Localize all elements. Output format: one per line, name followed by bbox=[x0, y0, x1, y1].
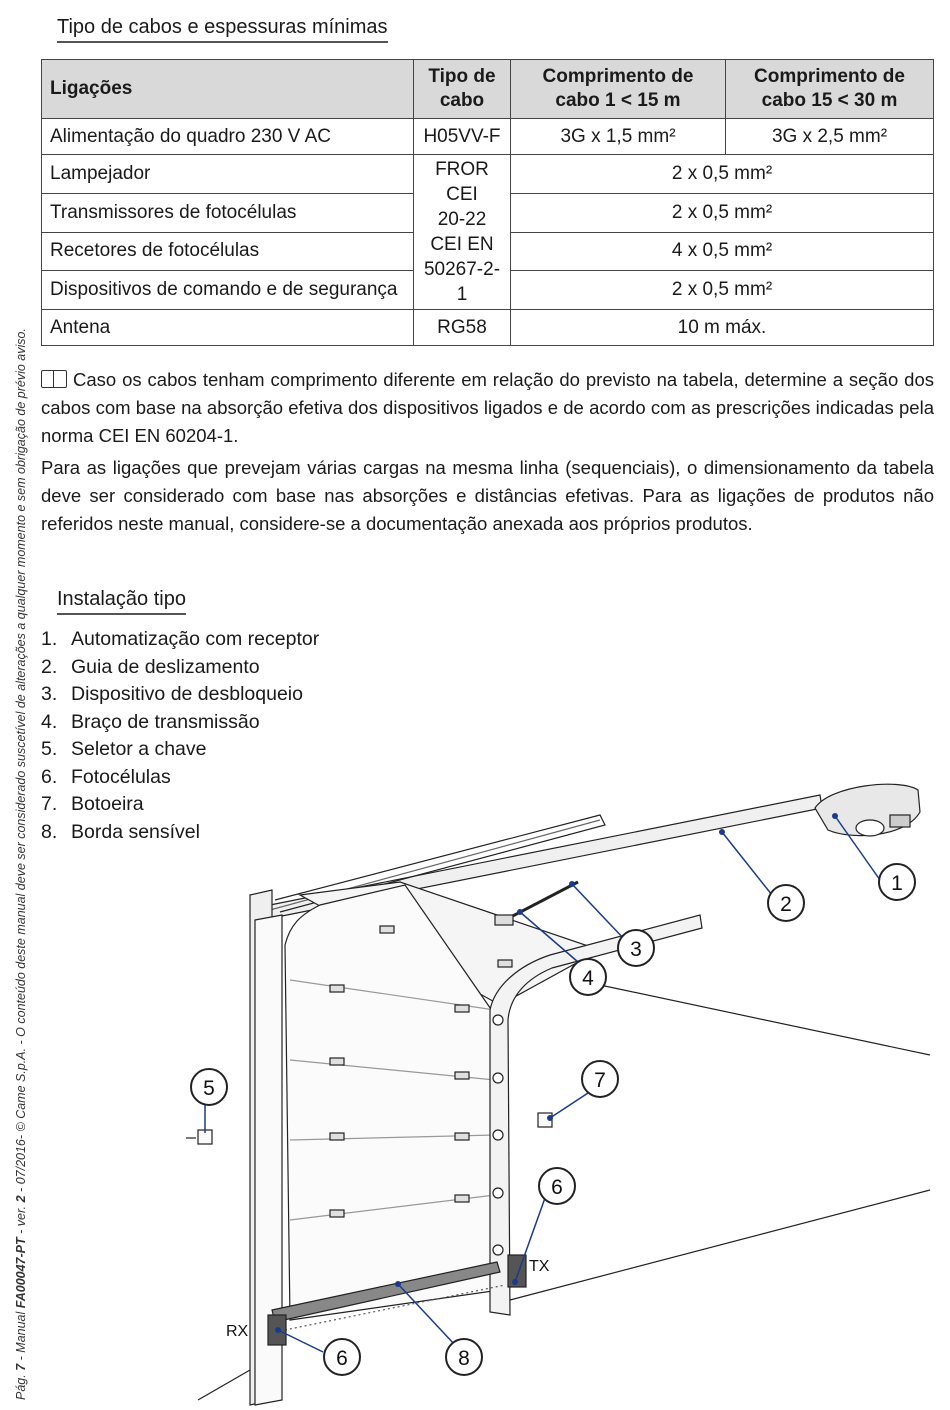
cell-connection: Alimentação do quadro 230 V AC bbox=[42, 119, 414, 155]
list-item: 1. Automatização com receptor bbox=[41, 628, 320, 650]
fror-line: 20-22 bbox=[437, 209, 487, 230]
list-item: 5. Seletor a chave bbox=[41, 738, 207, 760]
cell-len2: 3G x 2,5 mm² bbox=[726, 119, 934, 155]
cell-type: RG58 bbox=[414, 310, 511, 346]
header-ligacoes: Ligações bbox=[42, 60, 414, 119]
fror-line: FROR CEI bbox=[435, 159, 489, 205]
callout-7-label: 7 bbox=[594, 1069, 606, 1092]
callout-8-label: 8 bbox=[458, 1347, 470, 1370]
cell-type: H05VV-F bbox=[414, 119, 511, 155]
cell-connection: Lampejador bbox=[42, 155, 414, 194]
section-title-cables: Tipo de cabos e espessuras mínimas bbox=[57, 16, 388, 43]
cell-connection: Recetores de fotocélulas bbox=[42, 232, 414, 271]
cell-connection: Transmissores de fotocélulas bbox=[42, 193, 414, 232]
list-item: 3. Dispositivo de desbloqueio bbox=[41, 683, 303, 705]
transmission-arm bbox=[505, 882, 578, 920]
callout-3-label: 3 bbox=[630, 938, 642, 961]
callout-6-rx-label: 6 bbox=[336, 1347, 348, 1370]
list-item: 8. Borda sensível bbox=[41, 820, 200, 843]
callout-5-label: 5 bbox=[203, 1077, 215, 1100]
header-comprimento-1: Comprimento de cabo 1 < 15 m bbox=[511, 60, 726, 119]
cell-merged: 10 m máx. bbox=[511, 310, 934, 346]
section-title-installation: Instalação tipo bbox=[57, 588, 186, 615]
cell-merged: 4 x 0,5 mm² bbox=[511, 232, 934, 271]
header-comprimento-2: Comprimento de cabo 15 < 30 m bbox=[726, 60, 934, 119]
list-item: 4. Braço de transmissão bbox=[41, 710, 260, 733]
list-item: 2. Guia de deslizamento bbox=[41, 655, 260, 678]
cell-len1: 3G x 1,5 mm² bbox=[511, 119, 726, 155]
rx-label: RX bbox=[226, 1323, 249, 1340]
cell-connection: Antena bbox=[42, 310, 414, 346]
callout-4-label: 4 bbox=[582, 967, 594, 990]
list-item: 7. Botoeira bbox=[41, 793, 144, 815]
callout-2-label: 2 bbox=[780, 893, 792, 916]
sidebar-footer: Pág. 7 - Manual FA00047-PT - ver. 2 - 07/2016- © Came S.p.A. - O conteúdo deste manual deve ser considerado suscetível de alterações a qualquer momento e sem obrigação de prévio aviso. bbox=[14, 328, 28, 1400]
fror-line: 50267-2-1 bbox=[423, 259, 501, 305]
note-paragraph-2: Para as ligações que prevejam várias cargas na mesma linha (sequenciais), o dimensionamento da tabela deve ser considerado com base nas absorções e distâncias efetivas. Para as ligações de produtos não referidos neste manual, considere-se a documentação anexada aos próprios produtos. bbox=[41, 457, 934, 534]
tx-label: TX bbox=[529, 1258, 550, 1275]
cell-merged: 2 x 0,5 mm² bbox=[511, 193, 934, 232]
list-item: 6. Fotocélulas bbox=[41, 765, 171, 788]
callout-1-label: 1 bbox=[891, 872, 903, 895]
cell-merged: 2 x 0,5 mm² bbox=[511, 155, 934, 194]
note-text-1: Caso os cabos tenham comprimento diferente em relação do previsto na tabela, determine a seção dos cabos com base na absorção efetiva dos dispositivos ligados e de acordo com as prescrições indicadas pela norma CEI EN 60204-1. bbox=[41, 369, 934, 446]
cell-connection: Dispositivos de comando e de segurança bbox=[42, 271, 414, 310]
fror-line: CEI EN bbox=[430, 234, 494, 255]
callout-6-tx-label: 6 bbox=[551, 1176, 563, 1199]
header-tipo-cabo: Tipo de cabo bbox=[414, 60, 511, 119]
cell-merged: 2 x 0,5 mm² bbox=[511, 271, 934, 310]
